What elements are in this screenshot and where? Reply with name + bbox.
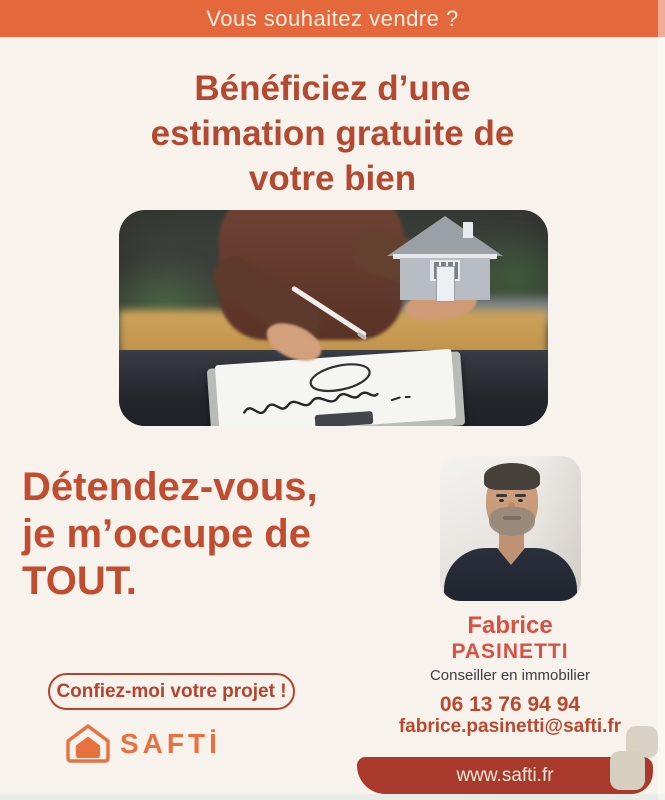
cta-button-label: Confiez-moi votre projet ! <box>56 680 287 702</box>
tagline-line: TOUT. <box>22 559 137 603</box>
cta-button[interactable] <box>48 673 295 710</box>
safti-logo <box>64 721 294 765</box>
portrait-beard <box>489 507 535 536</box>
website-bar <box>357 757 653 794</box>
portrait-vneck <box>497 548 525 565</box>
portrait-hair <box>484 463 540 490</box>
bottom-edge-strip <box>0 794 665 800</box>
model-house-chimney <box>463 222 473 238</box>
hero-photo <box>119 210 548 426</box>
advisor-phone[interactable]: 06 13 76 94 94 <box>439 693 581 716</box>
right-edge-strip <box>658 0 665 800</box>
model-house-door <box>436 266 455 302</box>
portrait-eyebrow <box>496 494 507 497</box>
top-banner <box>0 0 665 37</box>
model-house-roof <box>387 216 503 256</box>
advisor-role: Conseiller en immobilier <box>429 667 591 684</box>
safti-logo-text: SAFTİ <box>120 728 221 759</box>
portrait-eyebrow <box>515 494 526 497</box>
headline-line: estimation gratuite de <box>150 114 515 153</box>
advisor-email[interactable]: fabrice.pasinetti@safti.fr <box>398 716 622 737</box>
advisor-identity <box>360 613 660 686</box>
portrait-eye <box>499 499 504 502</box>
top-banner-label: Vous souhaitez vendre ? <box>206 5 459 31</box>
advisor-first-name: Fabrice <box>467 612 553 639</box>
portrait-eye <box>518 499 523 502</box>
headline <box>0 66 665 201</box>
portrait-mouth <box>503 516 521 520</box>
advisor-last-name: PASINETTI <box>451 640 569 663</box>
tagline-line: je m’occupe de <box>22 512 311 556</box>
decor-square-bottom <box>610 751 645 790</box>
photo-model-house <box>387 216 503 302</box>
house-icon <box>64 723 112 764</box>
tagline-line: Détendez-vous, <box>22 465 318 509</box>
advisor-photo <box>440 456 581 601</box>
tagline <box>22 464 442 605</box>
headline-line: votre bien <box>248 159 417 198</box>
headline-line: Bénéficiez d’une <box>194 69 471 108</box>
website-url[interactable]: www.safti.fr <box>456 764 554 786</box>
advisor-contact <box>355 694 665 737</box>
